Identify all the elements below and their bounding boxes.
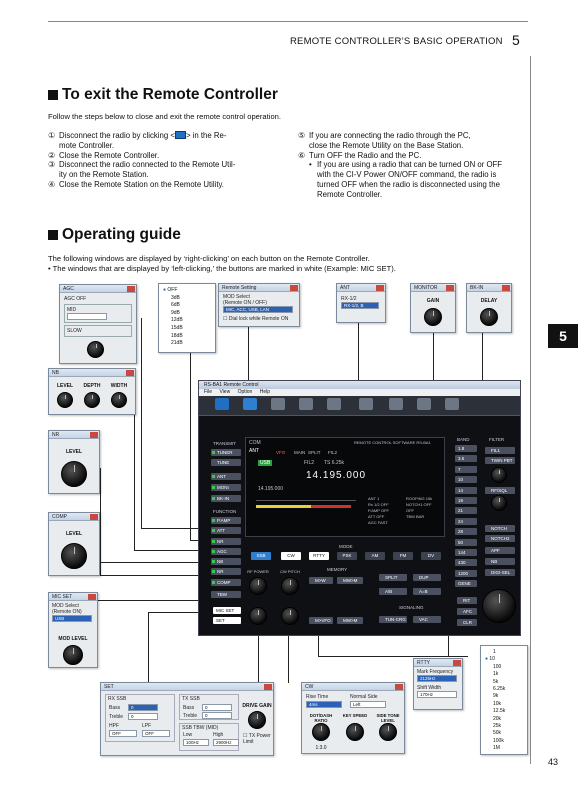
- tuning-step-option[interactable]: 100k: [493, 737, 504, 744]
- monitor-window: MONITOR GAIN: [410, 283, 456, 333]
- window-title: RS-BA1 Remote Control: [199, 381, 520, 389]
- rx-ssb-group: RX SSB Bass 0 Treble 0 HPF LPF OFF OFF: [105, 694, 175, 742]
- disconnect-icon: [175, 131, 186, 139]
- band-button[interactable]: 21: [455, 507, 477, 514]
- mic-gain-knob[interactable]: [249, 607, 267, 625]
- tx-bass-field[interactable]: 0: [202, 704, 232, 711]
- close-icon[interactable]: [127, 286, 135, 292]
- exit-intro: Follow the steps below to close and exit the remote control operation.: [48, 112, 282, 121]
- steps-left: [48, 131, 276, 190]
- menu-bar[interactable]: File View Option Help: [199, 389, 520, 396]
- tuning-step-option[interactable]: 25k: [493, 723, 502, 730]
- nb-button[interactable]: NB: [211, 558, 241, 565]
- exit-icon[interactable]: [445, 398, 459, 410]
- agc-time-field[interactable]: [67, 313, 107, 320]
- micset-button[interactable]: MIC SET: [213, 607, 241, 614]
- step-3: ③ Disconnect the radio connected to the Remote Util- ity on the Remote Station.: [48, 160, 236, 180]
- power-note: • If you are using a radio that can be turned ON or OFF with the CI-V Power ON/OFF command, the radio is turned OFF when the radio is disconnected using the Remote Controller.: [309, 160, 503, 199]
- pamp-button[interactable]: P.AMP: [211, 517, 241, 524]
- a-equals-b-button[interactable]: A=B: [413, 588, 441, 595]
- band-button[interactable]: 24: [455, 518, 477, 525]
- ab-button[interactable]: A/B: [379, 588, 407, 595]
- connector-line: [190, 350, 191, 540]
- step-4: ④ Close the Remote Station on the Remote Utility.: [48, 179, 224, 189]
- band-button[interactable]: 7: [455, 466, 477, 473]
- tx-ssb-group: TX SSB Bass 0 Treble 0: [179, 694, 239, 720]
- close-icon[interactable]: [90, 514, 98, 520]
- apf-button[interactable]: APF: [485, 547, 515, 554]
- nb-level-knob[interactable]: [57, 392, 73, 408]
- band-button[interactable]: 28: [455, 528, 477, 535]
- step-1: ① Disconnect the radio by clicking < > in the Re- mote Controller.: [48, 131, 227, 150]
- radio-icon[interactable]: [243, 398, 257, 410]
- tun-crg-button[interactable]: TUN-CRG: [379, 616, 407, 623]
- rx-ant-dropdown[interactable]: RX-1/2, B: [341, 302, 379, 309]
- side-tone-level-knob[interactable]: [379, 723, 397, 741]
- tbw-high-field[interactable]: 2900Hz: [213, 739, 239, 746]
- micset-window: MIC SET MOD Select (Remote ON) USB MOD LEVEL: [48, 592, 98, 668]
- mod-select-dropdown[interactable]: MIC, ACC, USB, LAN: [223, 306, 293, 313]
- rf-sql-knob[interactable]: [491, 495, 507, 511]
- att-button[interactable]: ATT: [211, 527, 241, 534]
- att-option[interactable]: 12dB: [171, 317, 183, 324]
- normal-side-field[interactable]: Left: [350, 701, 386, 708]
- voice-icon[interactable]: [299, 398, 313, 410]
- band-button[interactable]: 14: [455, 487, 477, 494]
- memory-mw-button[interactable]: MW>M: [337, 617, 363, 624]
- mode-cw-button[interactable]: CW: [281, 552, 301, 560]
- ssb-tbw-group: SSB TBW (MID) Low High 100Hz 2900Hz: [179, 723, 239, 751]
- agc-knob[interactable]: [87, 341, 104, 358]
- att-option[interactable]: ● OFF: [163, 287, 178, 293]
- vac-button[interactable]: VAC: [413, 616, 441, 623]
- att-option[interactable]: 21dB: [171, 340, 183, 347]
- att-dropdown: [158, 283, 216, 353]
- rit-button[interactable]: RIT: [457, 597, 477, 604]
- tuning-step-option[interactable]: 6.25k: [493, 686, 506, 693]
- side-rule: [530, 56, 531, 764]
- connector-line: [134, 404, 135, 550]
- tuner-button[interactable]: TUNER: [211, 449, 241, 456]
- memory-icon[interactable]: [271, 398, 285, 410]
- remote-control-window: RS-BA1 Remote Control File View Option Help TRANSMIT TUNER TUNE ANT MONI BK-IN FUNCTION P.AMP ATT NR AGC NB NR COMP TBW MIC SET SET COM REMOTE CONTROL SOFTWARE RS-BA1 VFO MAIN SPLIT FIL2 ANT USB FIL2 TS 6.25k 14.195.000 14.195.000 ANT 1 Rx 1/2 OFF P.AMP OFF ATT OFF AGC FAST ROOFING 15k NOTCH1 OFF OFF TBW BAR MODE SSB CW RTTY PSK AM FM DV RF POWER CW PITCH MEMORY M>W MW>M M>VFO MW>M SPLIT DUP A/B A=B SIGNALING TUN-CRG VAC BAND FILTER FIL1 TWIN PBT RF/SQL NOTCH NOTCH2 APF NB DIGI-SEL RIT AFC CLR 1.8 3.5 7 10 14 18 21 24 28 50 144 430 1200 GENE: [198, 380, 521, 636]
- notch-button[interactable]: NOTCH: [485, 525, 515, 532]
- remote-setting-window: Remote Setting MOD Select (Remote ON / OFF) MIC, ACC, USB, LAN ☐ Dial lock while Remote ON: [218, 283, 300, 327]
- fil1-button[interactable]: FIL1: [485, 447, 515, 454]
- tuning-step-option[interactable]: 9k: [493, 693, 499, 700]
- close-icon[interactable]: [88, 594, 96, 600]
- moni-button[interactable]: MONI: [211, 484, 241, 491]
- close-icon[interactable]: [290, 285, 298, 291]
- header-title: REMOTE CONTROLLER’S BASIC OPERATION: [290, 36, 503, 47]
- main-frequency: 14.195.000: [306, 470, 367, 481]
- delay-knob[interactable]: [480, 308, 498, 326]
- agc-option[interactable]: AGC OFF: [64, 296, 87, 302]
- tx-treble-field[interactable]: 0: [202, 712, 232, 719]
- mode-fm-button[interactable]: FM: [393, 552, 413, 560]
- cw-key-speed-knob[interactable]: [346, 723, 364, 741]
- mode-psk-button[interactable]: PSK: [337, 552, 357, 560]
- tbw-low-field[interactable]: 100Hz: [183, 739, 209, 746]
- page-number: 43: [548, 757, 559, 767]
- tuning-step-option[interactable]: 5k: [493, 678, 499, 685]
- bkin-window: BK-IN DELAY: [466, 283, 512, 333]
- step-5: ⑤ If you are connecting the radio through the PC, close the Remote Utility on the Base Station.: [298, 131, 471, 150]
- att-option[interactable]: 15dB: [171, 324, 183, 331]
- cw-window: CW Rise Time 4ms Normal Side Left DOT/DASH RATIO KEY SPEED SIDE TONE LEVEL 1:3.0: [301, 682, 405, 754]
- tuning-step-option[interactable]: ● 10: [485, 656, 495, 663]
- band-button[interactable]: 3.5: [455, 455, 477, 462]
- mode-ssb-button[interactable]: SSB: [251, 552, 271, 560]
- exit-section-title: [48, 86, 278, 104]
- rise-time-field[interactable]: 4ms: [306, 701, 342, 708]
- header-chapter-number: 5: [512, 32, 520, 48]
- ant-window: ANT RX-1/2 RX-1/2, B: [336, 283, 386, 323]
- step-6: ⑥ Turn OFF the Radio and the PC.: [298, 150, 422, 160]
- memory-to-vfo-button[interactable]: M>VFO: [309, 617, 333, 624]
- connector-line: [100, 540, 101, 575]
- key-speed-knob[interactable]: [281, 607, 299, 625]
- close-icon[interactable]: [453, 660, 461, 666]
- close-icon[interactable]: [446, 285, 454, 291]
- connector-line: [318, 656, 468, 657]
- tuning-step-option[interactable]: 1M: [493, 745, 500, 752]
- close-icon[interactable]: [126, 370, 134, 376]
- nr-button[interactable]: NR: [211, 538, 241, 545]
- disconnect-icon[interactable]: [215, 398, 229, 410]
- agc-option[interactable]: MID: [67, 307, 77, 313]
- band-button[interactable]: 50: [455, 539, 477, 546]
- set-mode-icon[interactable]: [389, 398, 403, 410]
- nr-button-2[interactable]: NR: [211, 568, 241, 575]
- att-option[interactable]: 9dB: [171, 309, 180, 316]
- tuning-step-option[interactable]: 1: [493, 649, 496, 655]
- ant-button[interactable]: ANT: [211, 473, 241, 480]
- comp-level-knob[interactable]: [61, 543, 87, 569]
- rx-lpf-field[interactable]: OFF: [142, 730, 170, 737]
- tuning-step-option[interactable]: 12.5k: [493, 708, 506, 715]
- rf-sql-button[interactable]: RF/SQL: [485, 487, 515, 494]
- rx-hpf-field[interactable]: OFF: [109, 730, 137, 737]
- tuning-step-dropdown: [480, 645, 528, 755]
- nb-right-button[interactable]: NB: [485, 558, 515, 565]
- tuning-step-option[interactable]: 100: [493, 663, 502, 670]
- rx-bass-field[interactable]: 0: [128, 704, 158, 711]
- cw-pitch-knob[interactable]: [281, 577, 299, 595]
- memory-write-button[interactable]: M>W: [309, 577, 333, 584]
- agc-window: AGC AGC OFF MID SLOW: [59, 284, 137, 364]
- nb-depth-knob[interactable]: [84, 392, 100, 408]
- dot-dash-ratio-knob[interactable]: [312, 723, 330, 741]
- agc-option[interactable]: SLOW: [67, 328, 82, 334]
- scope-icon[interactable]: [359, 398, 373, 410]
- mic-mod-dropdown[interactable]: USB: [52, 615, 92, 622]
- mode-dv-button[interactable]: DV: [421, 552, 441, 560]
- sub-frequency: 14.195.000: [258, 486, 284, 492]
- mark-frequency-field[interactable]: 2125Hz: [417, 675, 457, 682]
- close-icon[interactable]: [502, 285, 510, 291]
- shift-width-field[interactable]: 170Hz: [417, 691, 457, 698]
- band-button[interactable]: 430: [455, 559, 477, 566]
- set-window: SET RX SSB Bass 0 Treble 0 HPF LPF OFF OFF TX SSB Bass 0 Treble 0 SSB TBW (MID) Low High 100Hz 2900Hz DRIVE GAIN ☐ TX Power Limit: [100, 682, 274, 756]
- rtty-window: RTTY Mark Frequency 2125Hz Shift Width 170Hz: [413, 658, 463, 710]
- step-2: ② Close the Remote Controller.: [48, 150, 160, 160]
- mode-am-button[interactable]: AM: [365, 552, 385, 560]
- close-icon[interactable]: [90, 432, 98, 438]
- notch2-button[interactable]: NOTCH2: [485, 535, 515, 542]
- agc-button[interactable]: AGC: [211, 548, 241, 555]
- att-option[interactable]: 18dB: [171, 332, 183, 339]
- lcd-display: COM REMOTE CONTROL SOFTWARE RS-BA1 VFO MAIN SPLIT FIL2 ANT USB FIL2 TS 6.25k 14.195.000 14.195.000 ANT 1 Rx 1/2 OFF P.AMP OFF ATT OFF AGC FAST ROOFING 15k NOTCH1 OFF OFF TBW BAR: [245, 437, 445, 537]
- close-icon[interactable]: [395, 684, 403, 690]
- memory-clear-button[interactable]: MW>M: [337, 577, 363, 584]
- band-button[interactable]: GENE: [455, 580, 477, 587]
- pbt-knob[interactable]: [491, 467, 507, 483]
- att-option[interactable]: 6dB: [171, 302, 180, 309]
- guide-section-title-text: Operating guide: [62, 226, 181, 243]
- connector-line: [148, 612, 149, 682]
- guide-intro-2: • The windows that are displayed by ‘left-clicking,’ the buttons are marked in white (Example: MIC SET).: [48, 264, 396, 273]
- nb-width-knob[interactable]: [111, 392, 127, 408]
- s-meter: [256, 500, 356, 528]
- exit-section-title-text: To exit the Remote Controller: [62, 86, 278, 103]
- band-button[interactable]: 10: [455, 476, 477, 483]
- digi-sel-button[interactable]: DIGI-SEL: [485, 569, 515, 576]
- comp-window: COMP LEVEL: [48, 512, 100, 576]
- twin-pbt-button[interactable]: TWIN PBT: [485, 457, 515, 464]
- dial-lock-checkbox[interactable]: ☐ Dial lock while Remote ON: [223, 316, 289, 322]
- nr-level-knob[interactable]: [61, 461, 87, 487]
- rf-power-knob[interactable]: [249, 577, 267, 595]
- chapter-tab: 5: [548, 324, 578, 348]
- guide-section-title: [48, 226, 181, 244]
- connect-info-icon[interactable]: [417, 398, 431, 410]
- square-bullet-icon: [48, 230, 58, 240]
- close-icon[interactable]: [376, 285, 384, 291]
- tbw-button[interactable]: TBW: [211, 591, 241, 598]
- tune-button[interactable]: TUNE: [211, 459, 241, 466]
- split-button[interactable]: SPLIT: [379, 574, 407, 581]
- tuning-step-option[interactable]: 20k: [493, 715, 502, 722]
- nb-window: NB LEVEL DEPTH WIDTH: [48, 368, 136, 415]
- band-button[interactable]: 1200: [455, 570, 477, 577]
- tuning-step-option[interactable]: 1k: [493, 671, 499, 678]
- nr-window: NR LEVEL: [48, 430, 100, 494]
- toolbar: [199, 396, 520, 416]
- mode-rtty-button[interactable]: RTTY: [309, 552, 329, 560]
- clr-button[interactable]: CLR: [457, 619, 477, 626]
- set-button[interactable]: SET: [213, 617, 241, 624]
- comp-button[interactable]: COMP: [211, 579, 241, 586]
- rx-treble-field[interactable]: 0: [128, 713, 158, 720]
- square-bullet-icon: [48, 90, 58, 100]
- gain-knob[interactable]: [424, 308, 442, 326]
- close-icon[interactable]: [264, 684, 272, 690]
- guide-intro-1: The following windows are displayed by ‘right-clicking’ on each button on the Remote Controller.: [48, 254, 370, 263]
- band-button[interactable]: 1.8: [455, 445, 477, 452]
- header-rule: [48, 21, 528, 22]
- mod-level-knob[interactable]: [63, 645, 83, 665]
- connector-line: [141, 318, 142, 528]
- tx-power-limit-checkbox[interactable]: ☐ TX Power Limit: [243, 733, 271, 745]
- bkin-button[interactable]: BK-IN: [211, 495, 241, 502]
- drive-gain-knob[interactable]: [248, 711, 266, 729]
- tuning-step-option[interactable]: 50k: [493, 730, 502, 737]
- dup-button[interactable]: DUP: [413, 574, 441, 581]
- afc-button[interactable]: AFC: [457, 608, 477, 615]
- cw-keyer-icon[interactable]: [327, 398, 341, 410]
- band-button[interactable]: 144: [455, 549, 477, 556]
- att-option[interactable]: 3dB: [171, 294, 180, 301]
- steps-right: [298, 131, 530, 200]
- tuning-step-option[interactable]: 10k: [493, 700, 502, 707]
- band-button[interactable]: 18: [455, 497, 477, 504]
- main-dial[interactable]: [482, 589, 516, 623]
